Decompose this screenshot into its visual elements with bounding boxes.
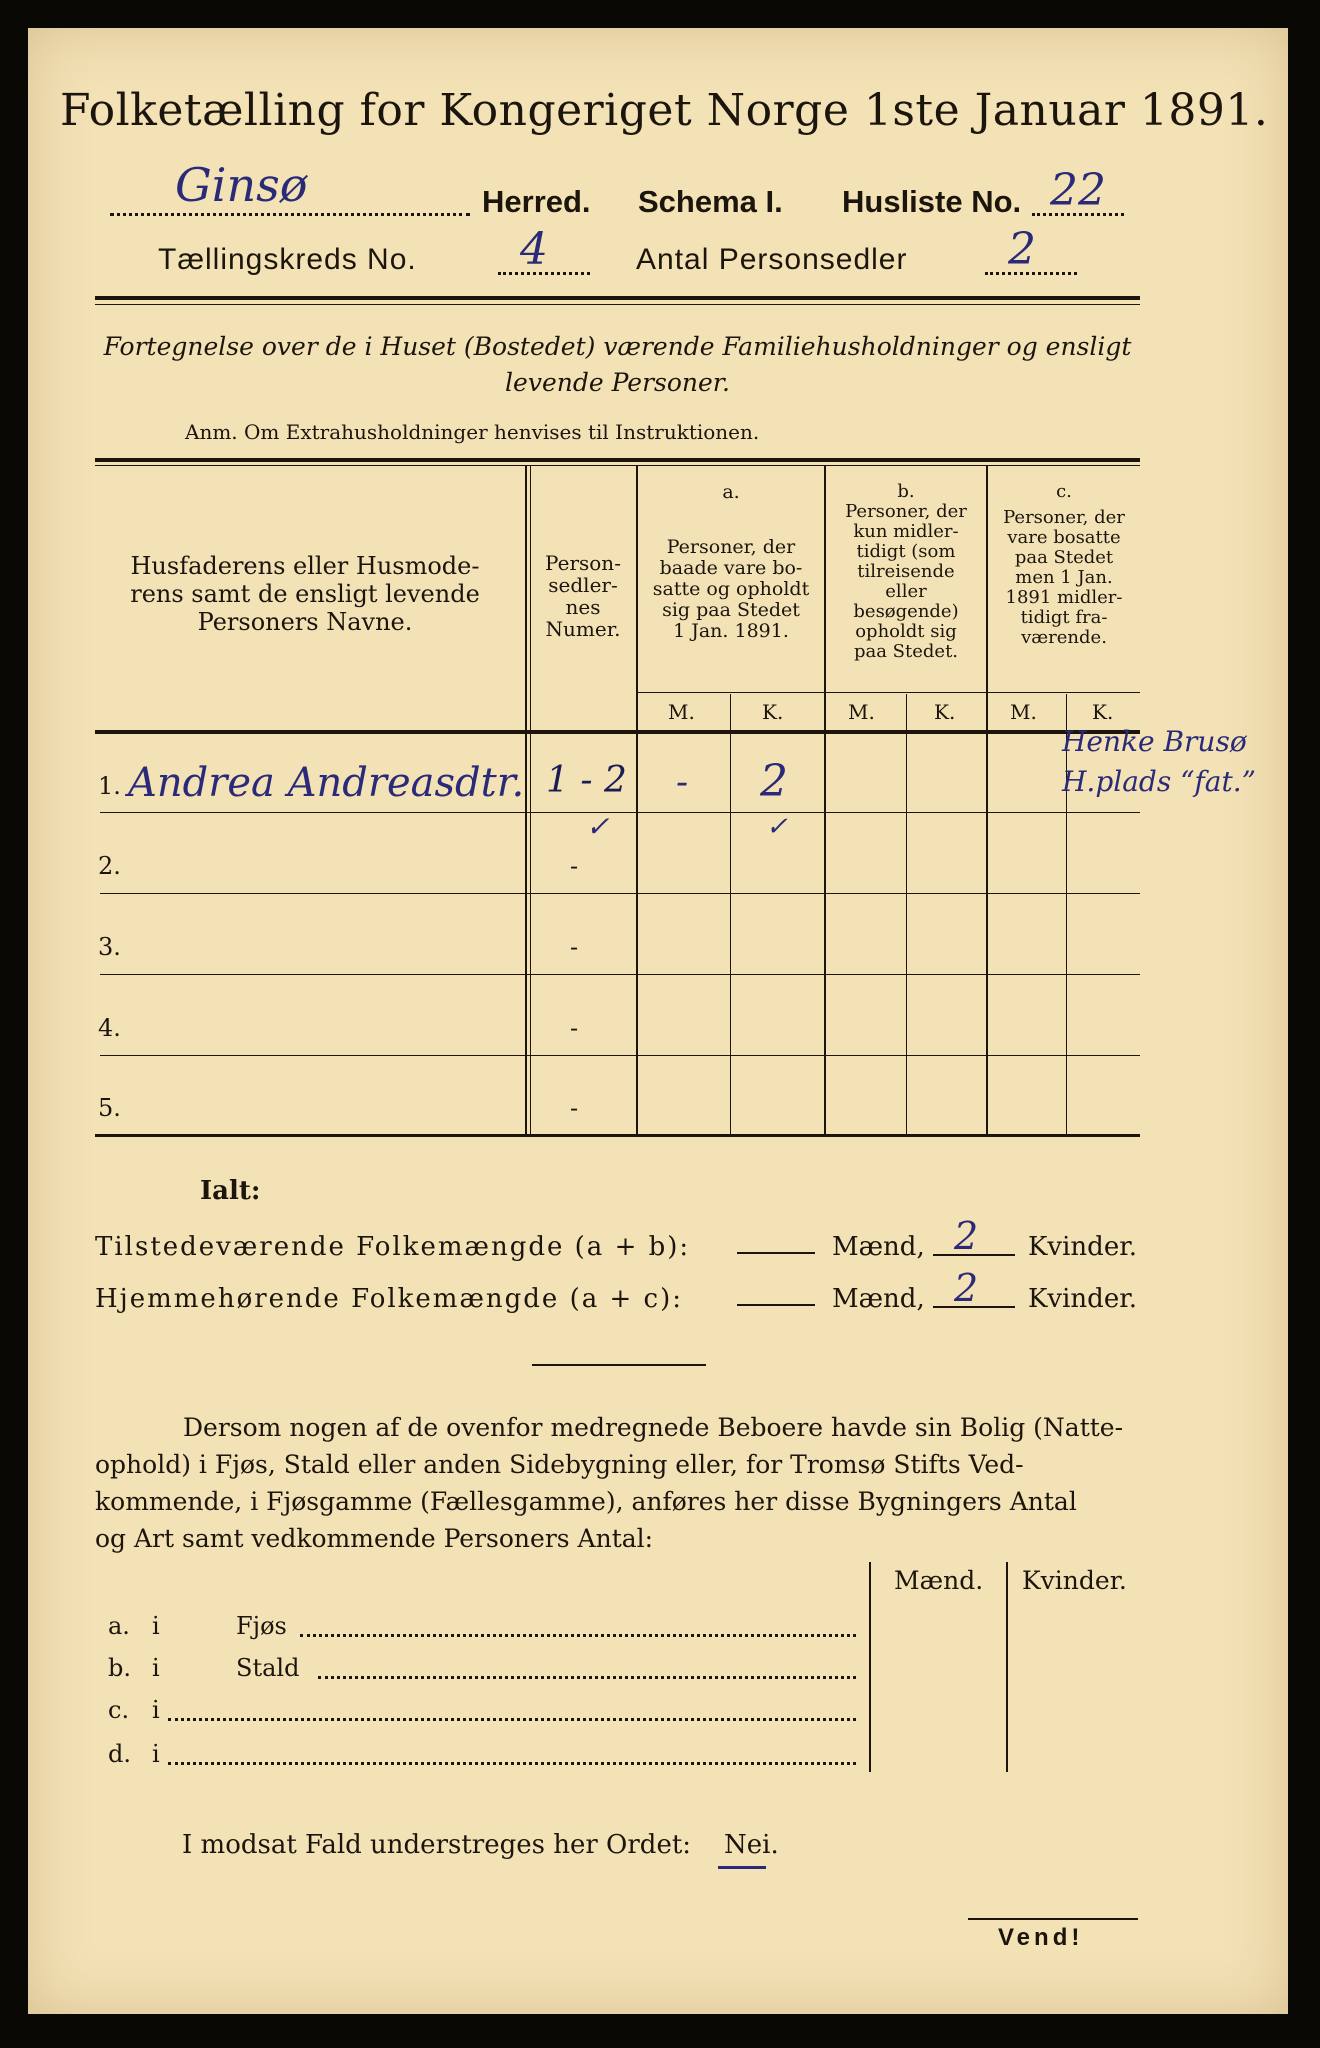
building-row-d-dots [168,1762,856,1765]
husliste-label: Husliste No. [842,184,1022,219]
a-k-label: K. [762,700,784,724]
table-top-rule-thin [95,465,1140,466]
personsedler-label: Antal Personsedler [636,243,908,276]
herred-handwritten: Ginsø [175,158,308,212]
totals-line-2-label: Hjemmehørende Folkemængde (a + c): [95,1284,683,1314]
col-header-c: c. Personer, der vare bosatte paa Stedet men 1 Jan. 1891 midler- tidigt fra- værende. [1003,481,1125,648]
table-bottom-rule [95,1134,1140,1137]
schema-label: Schema I. [638,184,783,219]
totals-line-1-label: Tilstedeværende Folkemængde (a + b): [95,1232,691,1262]
table-top-rule [95,458,1140,462]
ialt-label: Ialt: [200,1176,261,1206]
row-rule-4 [100,1055,1140,1056]
building-row-b-dots [318,1676,856,1679]
col-divider-a-mk [730,694,731,1134]
building-row-a-label: Fjøs [236,1612,287,1640]
building-row-d-letter: d. [108,1740,131,1768]
caption-line-1: Fortegnelse over de i Huset (Bostedet) værende Familiehusholdninger og ensligt [103,332,1132,361]
row-1-name: Andrea Andreasdtr. [128,760,525,806]
mk-rule [638,692,1140,693]
building-row-c-dots [168,1718,856,1721]
col-header-num: Person- sedler- nes Numer. [545,551,621,641]
a-m-label: M. [668,700,695,724]
row-4-sedler: - [570,1014,579,1042]
building-row-c-letter: c. [108,1696,130,1724]
col-header-names: Husfaderens eller Husmode- rens samt de ensligt levende Personers Navne. [130,552,480,636]
row-1-c-note: Henke Brusø H.plads “fat.” [1062,725,1256,798]
herred-dotted-line [110,213,470,216]
c-m-label: M. [1010,700,1037,724]
row-1-a-m: - [676,762,689,803]
totals-line-1-kvinder: Kvinder. [1028,1232,1138,1262]
row-rule-1 [100,812,1140,813]
section-divider [532,1364,706,1366]
building-row-b-prep: i [152,1654,160,1682]
row-1-number: 1. [98,772,121,800]
totals-line-1-value: 2 [954,1214,979,1258]
row-3-sedler: - [570,933,579,961]
row-1-checkmark: ✓ [586,810,610,843]
kreds-label: Tællingskreds No. [158,243,417,276]
building-row-b-label: Stald [236,1654,300,1682]
header-rule-thick [95,296,1140,300]
building-row-a-dots [300,1634,856,1637]
row-5-number: 5. [98,1094,121,1122]
buildings-divider-2 [1006,1562,1008,1772]
buildings-text-4: og Art samt vedkommende Personers Antal: [95,1524,654,1553]
row-2-number: 2. [98,852,121,880]
row-4-number: 4. [98,1014,121,1042]
modsat-text: I modsat Fald understreges her Ordet: [182,1830,692,1860]
table-body-top-rule [95,730,1140,734]
caption-line-2: levende Personer. [505,368,730,397]
building-row-a-letter: a. [108,1612,130,1640]
totals-line-2-value: 2 [954,1266,979,1310]
building-row-c-prep: i [152,1696,160,1724]
buildings-maend-header: Mænd. [894,1566,984,1595]
header-rule-thin [95,304,1140,305]
row-1-sedler: 1 - 2 [546,760,627,801]
anm-note: Anm. Om Extrahusholdninger henvises til Instruktionen. [185,420,760,444]
c-k-label: K. [1092,700,1114,724]
kreds-handwritten: 4 [520,224,548,275]
vend-label: Vend! [998,1924,1084,1951]
totals-line-1-maend: Mænd, [832,1232,925,1262]
building-row-a-prep: i [152,1612,160,1640]
buildings-divider-1 [869,1562,871,1772]
col-divider-name [525,466,527,1134]
nei-word: Nei. [724,1830,779,1860]
col-header-b: b. Personer, der kun midler- tidigt (som tilreisende eller besøgende) opholdt sig paa Stedet. [845,481,967,662]
totals-line-1-dash [737,1252,815,1254]
building-row-b-letter: b. [108,1654,131,1682]
buildings-text-2: ophold) i Fjøs, Stald eller anden Sidebygning eller, for Tromsø Stifts Ved- [95,1450,1024,1479]
row-1-a-k: 2 [760,756,788,807]
buildings-kvinder-header: Kvinder. [1022,1566,1127,1595]
row-5-sedler: - [570,1094,579,1122]
form-title: Folketælling for Kongeriget Norge 1ste Januar 1891. [60,85,1269,136]
row-rule-3 [100,974,1140,975]
col-header-a: a. Personer, der baade vare bo- satte og opholdt sig paa Stedet 1 Jan. 1891. [652,481,810,642]
herred-label: Herred. [482,184,591,219]
col-divider-b-mk [906,694,907,1134]
census-form-sheet [28,28,1288,2014]
building-row-d-prep: i [152,1740,160,1768]
buildings-text-1: Dersom nogen af de ovenfor medregnede Beboere havde sin Bolig (Natte- [183,1413,1124,1442]
row-rule-2 [100,893,1140,894]
b-m-label: M. [848,700,875,724]
row-1-a-k-checkmark: ✓ [766,812,788,842]
personsedler-handwritten: 2 [1008,224,1036,275]
husliste-handwritten: 22 [1050,165,1106,216]
buildings-text-3: kommende, i Fjøsgamme (Fællesgamme), anføres her disse Bygningers Antal [95,1487,1077,1516]
totals-line-2-kvinder: Kvinder. [1028,1284,1138,1314]
row-3-number: 3. [98,933,121,961]
row-2-sedler: - [570,852,579,880]
b-k-label: K. [934,700,956,724]
totals-line-2-maend: Mænd, [832,1284,925,1314]
nei-underline [718,1866,766,1869]
totals-line-2-dash [737,1304,815,1306]
vend-rule [968,1918,1138,1920]
